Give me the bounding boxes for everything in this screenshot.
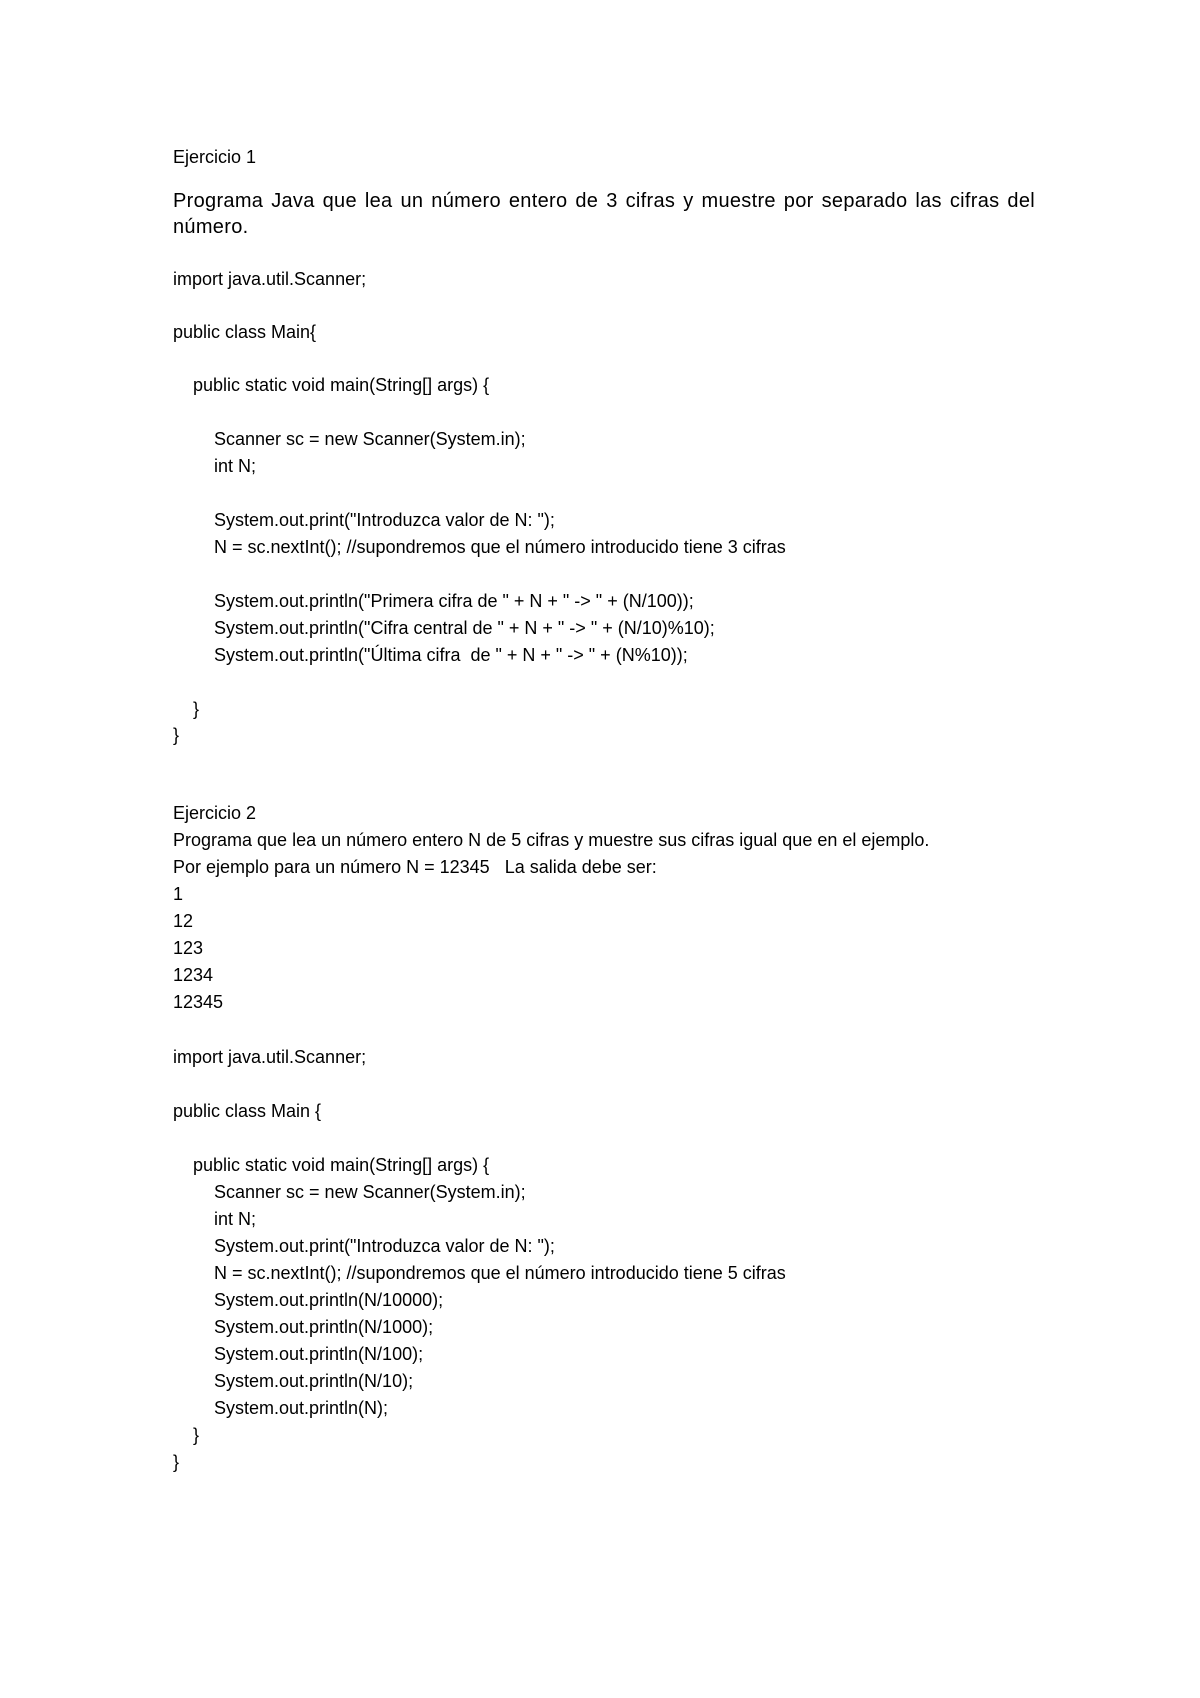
code-line: Scanner sc = new Scanner(System.in); <box>214 1182 526 1202</box>
exercise-1-intro: Programa Java que lea un número entero de 3 cifras y muestre por separado las cifras del número. <box>173 190 1035 238</box>
code-line: System.out.print("Introduzca valor de N: "); <box>214 1236 555 1256</box>
code-line: N = sc.nextInt(); //supondremos que el número introducido tiene 3 cifras <box>214 537 786 557</box>
exercise-1-heading: Ejercicio 1 <box>173 147 257 167</box>
code-line: public static void main(String[] args) { <box>193 1155 490 1175</box>
code-line: System.out.println(N/1000); <box>214 1317 434 1337</box>
code-line: } <box>173 1452 180 1472</box>
code-line: public class Main{ <box>173 322 317 342</box>
sample-output-line: 123 <box>173 938 204 958</box>
code-line: int N; <box>214 1209 257 1229</box>
code-line: int N; <box>214 456 257 476</box>
code-line: System.out.println(N); <box>214 1398 389 1418</box>
code-line: import java.util.Scanner; <box>173 1047 367 1067</box>
exercise-2-statement-line: Por ejemplo para un número N = 12345 La salida debe ser: <box>173 857 657 877</box>
code-line: } <box>193 1425 200 1445</box>
code-line: } <box>173 725 180 745</box>
code-line: System.out.print("Introduzca valor de N: "); <box>214 510 555 530</box>
code-line: System.out.println("Última cifra de " + N + " -> " + (N%10)); <box>214 645 688 665</box>
code-line: System.out.println(N/100); <box>214 1344 424 1364</box>
sample-output-line: 12345 <box>173 992 224 1012</box>
exercise-2-statement-line: Programa que lea un número entero N de 5 cifras y muestre sus cifras igual que en el ejemplo. <box>173 830 930 850</box>
code-line: System.out.println(N/10000); <box>214 1290 444 1310</box>
exercise-2-heading: Ejercicio 2 <box>173 803 257 823</box>
code-line: System.out.println("Primera cifra de " + N + " -> " + (N/100)); <box>214 591 694 611</box>
code-line: N = sc.nextInt(); //supondremos que el número introducido tiene 5 cifras <box>214 1263 786 1283</box>
code-line: public static void main(String[] args) { <box>193 375 490 395</box>
sample-output-line: 1 <box>173 884 184 904</box>
code-line: Scanner sc = new Scanner(System.in); <box>214 429 526 449</box>
code-line: public class Main { <box>173 1101 322 1121</box>
code-line: System.out.println("Cifra central de " + N + " -> " + (N/10)%10); <box>214 618 715 638</box>
code-line: import java.util.Scanner; <box>173 269 367 289</box>
code-line: } <box>193 699 200 719</box>
sample-output-line: 12 <box>173 911 194 931</box>
code-line: System.out.println(N/10); <box>214 1371 414 1391</box>
sample-output-line: 1234 <box>173 965 214 985</box>
